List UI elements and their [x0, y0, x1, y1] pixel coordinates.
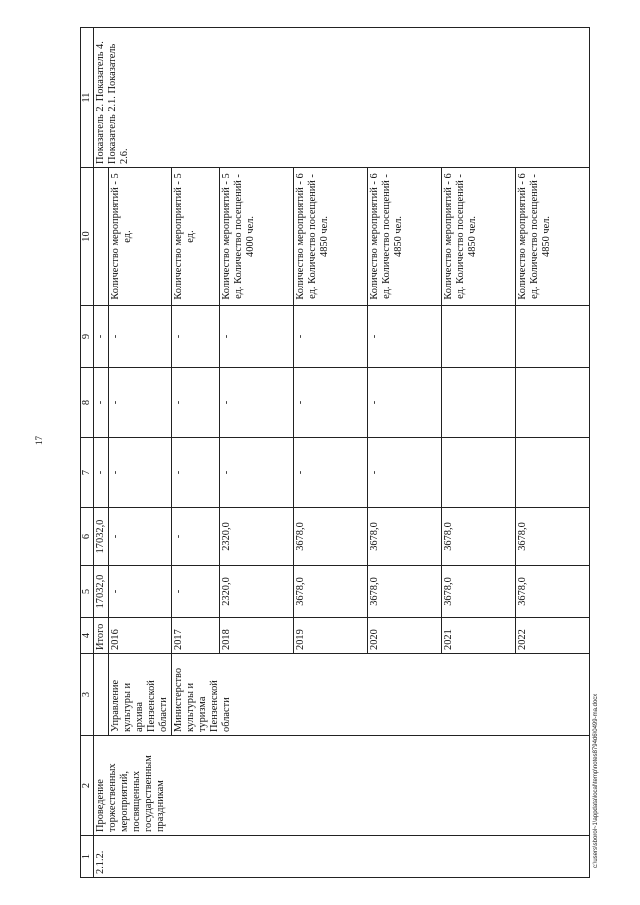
value-cell [441, 438, 515, 508]
col-header: 9 [81, 306, 94, 368]
value-cell: 3678,0 [367, 508, 441, 566]
column-numbers-row [81, 28, 94, 878]
outcome-cell: Количество мероприятий - 5 ед. [171, 168, 219, 306]
outcome-cell: Количество мероприятий - 6 ед. Количество посещений - 4850 чел. [441, 168, 515, 306]
year-cell: Итого [94, 618, 109, 654]
col-header: 8 [81, 368, 94, 438]
value-cell: 3678,0 [441, 508, 515, 566]
value-cell: - [108, 508, 171, 566]
rotated-table-wrapper [80, 28, 610, 878]
total-cell: - [94, 306, 109, 368]
value-cell: - [171, 566, 219, 618]
year-cell: 2016 [108, 618, 171, 654]
total-cell [94, 168, 109, 306]
total-cell: 17032,0 [94, 508, 109, 566]
value-cell [441, 368, 515, 438]
outcome-cell: Количество мероприятий - 5 ед. [108, 168, 171, 306]
value-cell: - [171, 306, 219, 368]
total-row [94, 28, 109, 878]
total-cell: - [94, 438, 109, 508]
col-header: 1 [81, 836, 94, 878]
total-cell: - [94, 368, 109, 438]
total-cell: 17032,0 [94, 566, 109, 618]
value-cell: - [367, 438, 441, 508]
year-cell: 2017 [171, 618, 219, 654]
col-header: 11 [81, 28, 94, 168]
value-cell: - [367, 306, 441, 368]
executor-a: Управление культуры и архива Пензенской области [108, 654, 171, 736]
outcome-cell: Количество мероприятий - 6 ед. Количество посещений - 4850 чел. [367, 168, 441, 306]
col-header: 2 [81, 736, 94, 836]
executor-cell [94, 654, 109, 736]
value-cell: - [171, 508, 219, 566]
col-header: 4 [81, 618, 94, 654]
value-cell: 3678,0 [367, 566, 441, 618]
value-cell: - [367, 368, 441, 438]
year-cell: 2021 [441, 618, 515, 654]
value-cell [515, 368, 589, 438]
value-cell [515, 438, 589, 508]
value-cell: 2320,0 [219, 566, 293, 618]
value-cell: - [293, 306, 367, 368]
col-header: 10 [81, 168, 94, 306]
value-cell: 2320,0 [219, 508, 293, 566]
footer-file-path: c:\users\sborol~1\appdata\local\temp\notes8794d6\0499-ma.docx [593, 693, 599, 868]
value-cell: - [171, 368, 219, 438]
executor-b: Министерство культуры и туризма Пензенской области [171, 654, 589, 736]
row-number: 2.1.2. [94, 836, 590, 878]
value-cell: - [219, 368, 293, 438]
col-header: 6 [81, 508, 94, 566]
year-cell: 2018 [219, 618, 293, 654]
outcome-cell: Количество мероприятий - 6 ед. Количество посещений - 4850 чел. [293, 168, 367, 306]
value-cell: 3678,0 [515, 566, 589, 618]
value-cell: - [171, 438, 219, 508]
value-cell: - [219, 438, 293, 508]
value-cell [441, 306, 515, 368]
outcome-cell: Количество мероприятий - 6 ед. Количество посещений - 4850 чел. [515, 168, 589, 306]
value-cell: - [219, 306, 293, 368]
value-cell: - [293, 438, 367, 508]
value-cell: 3678,0 [293, 508, 367, 566]
indicator-cell: Показатель 2. Показатель 4. Показатель 2.1. Показатель 2.6. [94, 28, 590, 168]
col-header: 5 [81, 566, 94, 618]
year-cell: 2020 [367, 618, 441, 654]
value-cell: 3678,0 [293, 566, 367, 618]
page-number: 17 [34, 436, 44, 445]
outcome-cell: Количество мероприятий - 5 ед. Количество посещений - 4000 чел. [219, 168, 293, 306]
value-cell: - [108, 368, 171, 438]
value-cell: 3678,0 [515, 508, 589, 566]
activity-name: Проведение торжественных мероприятий, посвященных государственным праздникам [94, 736, 590, 836]
value-cell [515, 306, 589, 368]
program-table [80, 27, 590, 878]
value-cell: - [108, 438, 171, 508]
col-header: 3 [81, 654, 94, 736]
value-cell: - [108, 566, 171, 618]
year-cell: 2019 [293, 618, 367, 654]
year-cell: 2022 [515, 618, 589, 654]
value-cell: 3678,0 [441, 566, 515, 618]
col-header: 7 [81, 438, 94, 508]
value-cell: - [293, 368, 367, 438]
value-cell: - [108, 306, 171, 368]
